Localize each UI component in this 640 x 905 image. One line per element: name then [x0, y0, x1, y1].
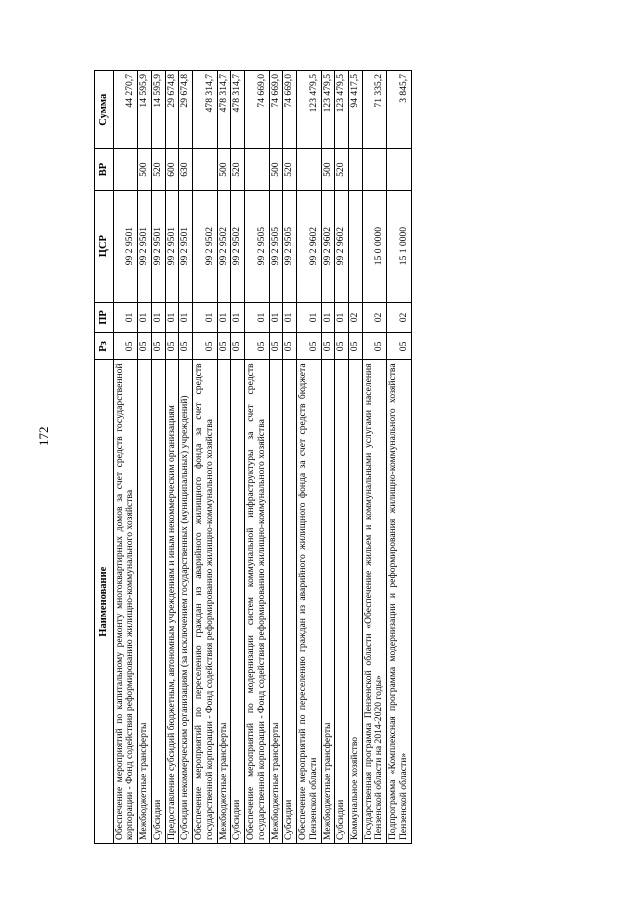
table-row [297, 71, 321, 844]
row-pr: 01 [269, 302, 283, 333]
header-pr: ПР [95, 302, 114, 333]
row-csr: 99 2 9501 [151, 190, 165, 302]
row-csr: 99 2 9501 [179, 190, 193, 302]
row-sum: 74 669,0 [245, 71, 269, 150]
header-vr: ВР [95, 149, 114, 190]
table-row [321, 71, 335, 844]
row-sum: 478 314,7 [231, 71, 245, 150]
table-row [362, 71, 386, 844]
row-csr: 99 2 9501 [113, 190, 137, 302]
row-rz: 05 [269, 333, 283, 360]
row-csr: 99 2 9502 [193, 190, 217, 302]
row-csr: 99 2 9602 [321, 190, 335, 302]
row-rz: 05 [217, 333, 231, 360]
row-rz: 05 [283, 333, 297, 360]
row-pr: 01 [297, 302, 321, 333]
row-vr: 520 [335, 149, 349, 190]
row-name: Субсидии [283, 360, 297, 844]
row-name: Субсидии [151, 360, 165, 844]
row-pr: 01 [283, 302, 297, 333]
row-name: Субсидии [335, 360, 349, 844]
row-pr: 02 [348, 302, 362, 333]
row-sum: 94 417,5 [348, 71, 362, 150]
row-rz: 05 [179, 333, 193, 360]
row-vr: 520 [151, 149, 165, 190]
row-pr: 01 [179, 302, 193, 333]
row-vr: 630 [179, 149, 193, 190]
row-vr: 500 [321, 149, 335, 190]
row-csr: 99 2 9505 [283, 190, 297, 302]
table-row [283, 71, 297, 844]
row-pr: 01 [335, 302, 349, 333]
table-row [138, 71, 152, 844]
row-vr [362, 149, 386, 190]
row-name: Коммунальное хозяйство [348, 360, 362, 844]
row-pr: 01 [231, 302, 245, 333]
table-row [335, 71, 349, 844]
row-pr: 02 [387, 302, 411, 333]
row-csr: 15 0 0000 [362, 190, 386, 302]
row-pr: 01 [193, 302, 217, 333]
row-sum: 3 845,7 [387, 71, 411, 150]
row-csr [348, 190, 362, 302]
row-name: Межбюджетные трансферты [321, 360, 335, 844]
header-name: Наименование [95, 360, 114, 844]
row-vr [348, 149, 362, 190]
row-sum: 44 270,7 [113, 71, 137, 150]
row-rz: 05 [387, 333, 411, 360]
row-name: Межбюджетные трансферты [138, 360, 152, 844]
row-pr: 01 [321, 302, 335, 333]
row-rz: 05 [231, 333, 245, 360]
page-number: 172 [36, 426, 51, 446]
row-csr: 99 2 9505 [245, 190, 269, 302]
table-row [348, 71, 362, 844]
row-csr: 99 2 9505 [269, 190, 283, 302]
row-vr [245, 149, 269, 190]
row-name: Субсидии некоммерческим организациям (за исключением государственных (муниципальных) учреждений) [179, 360, 193, 844]
row-name: Обеспечение мероприятий по переселению граждан из аварийного жилищного фонда за счет средств государственной корпорации - Фонд содействия реформированию жилищно-коммунального хозяйства [193, 360, 217, 844]
row-rz: 05 [321, 333, 335, 360]
row-sum: 123 479,5 [321, 71, 335, 150]
row-name: Предоставление субсидий бюджетным, автономным учреждениям и иным некоммерческим организациям [165, 360, 179, 844]
row-rz: 05 [245, 333, 269, 360]
table-row [179, 71, 193, 844]
row-name: Обеспечение мероприятий по переселению граждан из аварийного жилищного фонда за счет средств бюджета Пензенской области [297, 360, 321, 844]
row-pr: 01 [245, 302, 269, 333]
header-sum: Сумма [95, 71, 114, 150]
row-name: Подпрограмма «Комплексная программа модернизации и реформирования жилищно-коммунального хозяйства Пензенской области» [387, 360, 411, 844]
row-sum: 71 335,2 [362, 71, 386, 150]
row-csr: 99 2 9502 [217, 190, 231, 302]
row-sum: 74 669,0 [283, 71, 297, 150]
row-name: Обеспечение мероприятий по модернизации систем коммунальной инфраструктуры за счет средств государственной корпорации - Фонд содействия реформированию жилищно-коммунального хозяйства [245, 360, 269, 844]
table-row [269, 71, 283, 844]
row-sum: 14 595,9 [138, 71, 152, 150]
row-vr: 500 [269, 149, 283, 190]
table-row [231, 71, 245, 844]
row-name: Государственная программа Пензенской области «Обеспечение жильем и коммунальными услугами населения Пензенской области на 2014-2020 годы» [362, 360, 386, 844]
row-csr: 99 2 9602 [297, 190, 321, 302]
rotated-table-container [94, 70, 412, 844]
row-pr: 01 [165, 302, 179, 333]
row-csr: 99 2 9501 [165, 190, 179, 302]
table-row [113, 71, 137, 844]
header-csr: ЦСР [95, 190, 114, 302]
row-sum: 123 479,5 [335, 71, 349, 150]
row-pr: 02 [362, 302, 386, 333]
table-row [165, 71, 179, 844]
row-name: Субсидии [231, 360, 245, 844]
budget-table [94, 70, 412, 844]
row-rz: 05 [138, 333, 152, 360]
row-vr: 520 [231, 149, 245, 190]
header-rz: Рз [95, 333, 114, 360]
row-pr: 01 [151, 302, 165, 333]
row-vr: 500 [217, 149, 231, 190]
row-vr [193, 149, 217, 190]
row-rz: 05 [113, 333, 137, 360]
row-name: Межбюджетные трансферты [217, 360, 231, 844]
table-row [193, 71, 217, 844]
row-rz: 05 [297, 333, 321, 360]
row-rz: 05 [348, 333, 362, 360]
row-vr [113, 149, 137, 190]
table-row [387, 71, 411, 844]
table-row [151, 71, 165, 844]
row-pr: 01 [113, 302, 137, 333]
row-name: Обеспечение мероприятий по капитальному ремонту многоквартирных домов за счет средств государственной корпорации - Фонд содействия реформированию жилищно-коммунального хозяйства [113, 360, 137, 844]
row-sum: 123 479,5 [297, 71, 321, 150]
row-sum: 29 674,8 [165, 71, 179, 150]
table-row [217, 71, 231, 844]
row-csr: 15 1 0000 [387, 190, 411, 302]
row-csr: 99 2 9602 [335, 190, 349, 302]
row-vr: 500 [138, 149, 152, 190]
table-row [245, 71, 269, 844]
row-vr: 520 [283, 149, 297, 190]
row-pr: 01 [217, 302, 231, 333]
row-rz: 05 [362, 333, 386, 360]
row-csr: 99 2 9502 [231, 190, 245, 302]
row-rz: 05 [165, 333, 179, 360]
row-csr: 99 2 9501 [138, 190, 152, 302]
row-sum: 14 595,9 [151, 71, 165, 150]
row-sum: 478 314,7 [193, 71, 217, 150]
row-pr: 01 [138, 302, 152, 333]
row-sum: 478 314,7 [217, 71, 231, 150]
row-sum: 74 669,0 [269, 71, 283, 150]
row-name: Межбюджетные трансферты [269, 360, 283, 844]
row-vr [387, 149, 411, 190]
row-rz: 05 [335, 333, 349, 360]
row-vr: 600 [165, 149, 179, 190]
row-rz: 05 [193, 333, 217, 360]
row-sum: 29 674,8 [179, 71, 193, 150]
row-vr [297, 149, 321, 190]
table-header-row [95, 71, 114, 844]
row-rz: 05 [151, 333, 165, 360]
